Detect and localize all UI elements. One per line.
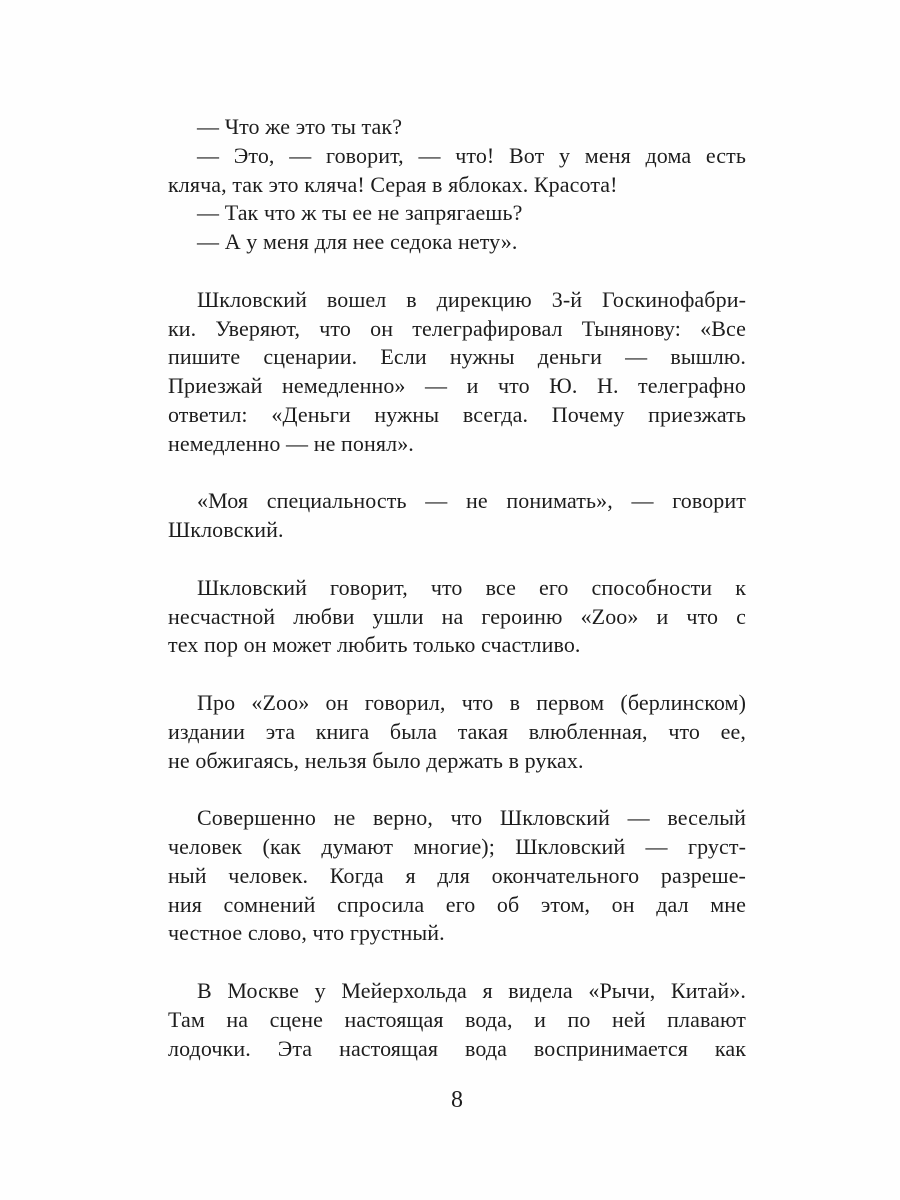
- text-line: Приезжай немедленно» — и что Ю. Н. телеграфно: [168, 373, 746, 399]
- text-line: Совершенно не верно, что Шкловский — веселый: [197, 805, 746, 831]
- paragraph-5: [168, 689, 746, 775]
- text-line: Шкловский.: [168, 517, 284, 543]
- text-line: Там на сцене настоящая вода, и по ней плавают: [168, 1006, 746, 1032]
- text-column: [168, 113, 746, 1063]
- text-line: несчастной любви ушли на героиню «Zoo» и что с: [168, 603, 746, 629]
- text-line: ответил: «Деньги нужны всегда. Почему приезжать: [168, 401, 746, 427]
- text-line: — Что же это ты так?: [197, 114, 403, 139]
- text-line: не обжигаясь, нельзя было держать в руках.: [168, 747, 584, 773]
- text-line: человек (как думают многие); Шкловский — груст-: [168, 833, 746, 859]
- text-line: Шкловский говорит, что все его способности к: [197, 574, 746, 600]
- text-line: тех пор он может любить только счастливо.: [168, 632, 581, 658]
- text-line: В Москве у Мейерхольда я видела «Рычи, Китай».: [197, 977, 746, 1003]
- text-line: честное слово, что грустный.: [168, 920, 445, 946]
- text-line: ния сомнений спросила его об этом, он дал мне: [168, 891, 746, 917]
- paragraph-7: [168, 977, 746, 1063]
- paragraph-3: [168, 487, 746, 545]
- text-line: кляча, так это кляча! Серая в яблоках. Красота!: [168, 171, 618, 197]
- text-line: ки. Уверяют, что он телеграфировал Тынянову: «Все: [168, 315, 746, 341]
- text-line: пишите сценарии. Если нужны деньги — вышлю.: [168, 344, 746, 370]
- text-line: Шкловский вошел в дирекцию 3-й Госкинофабри-: [197, 286, 746, 312]
- text-line: издании эта книга была такая влюбленная, что ее,: [168, 718, 746, 744]
- text-line: немедленно — не понял».: [168, 430, 414, 456]
- paragraph-2: [168, 286, 746, 459]
- text-line: — А у меня для нее седока нету».: [197, 229, 518, 255]
- text-line: — Это, — говорит, — что! Вот у меня дома есть: [197, 142, 746, 168]
- text-line: — Так что ж ты ее не запрягаешь?: [197, 200, 523, 226]
- paragraph-1: [168, 113, 746, 257]
- text-line: лодочки. Эта настоящая вода воспринимается как: [168, 1035, 746, 1061]
- paragraph-4: [168, 574, 746, 660]
- text-line: Про «Zoo» он говорил, что в первом (берлинском): [197, 689, 746, 715]
- paragraph-6: [168, 804, 746, 948]
- page-number: 8: [451, 1087, 463, 1113]
- text-line: ный человек. Когда я для окончательного разреше-: [168, 862, 746, 888]
- text-line: «Моя специальность — не понимать», — говорит: [197, 488, 746, 514]
